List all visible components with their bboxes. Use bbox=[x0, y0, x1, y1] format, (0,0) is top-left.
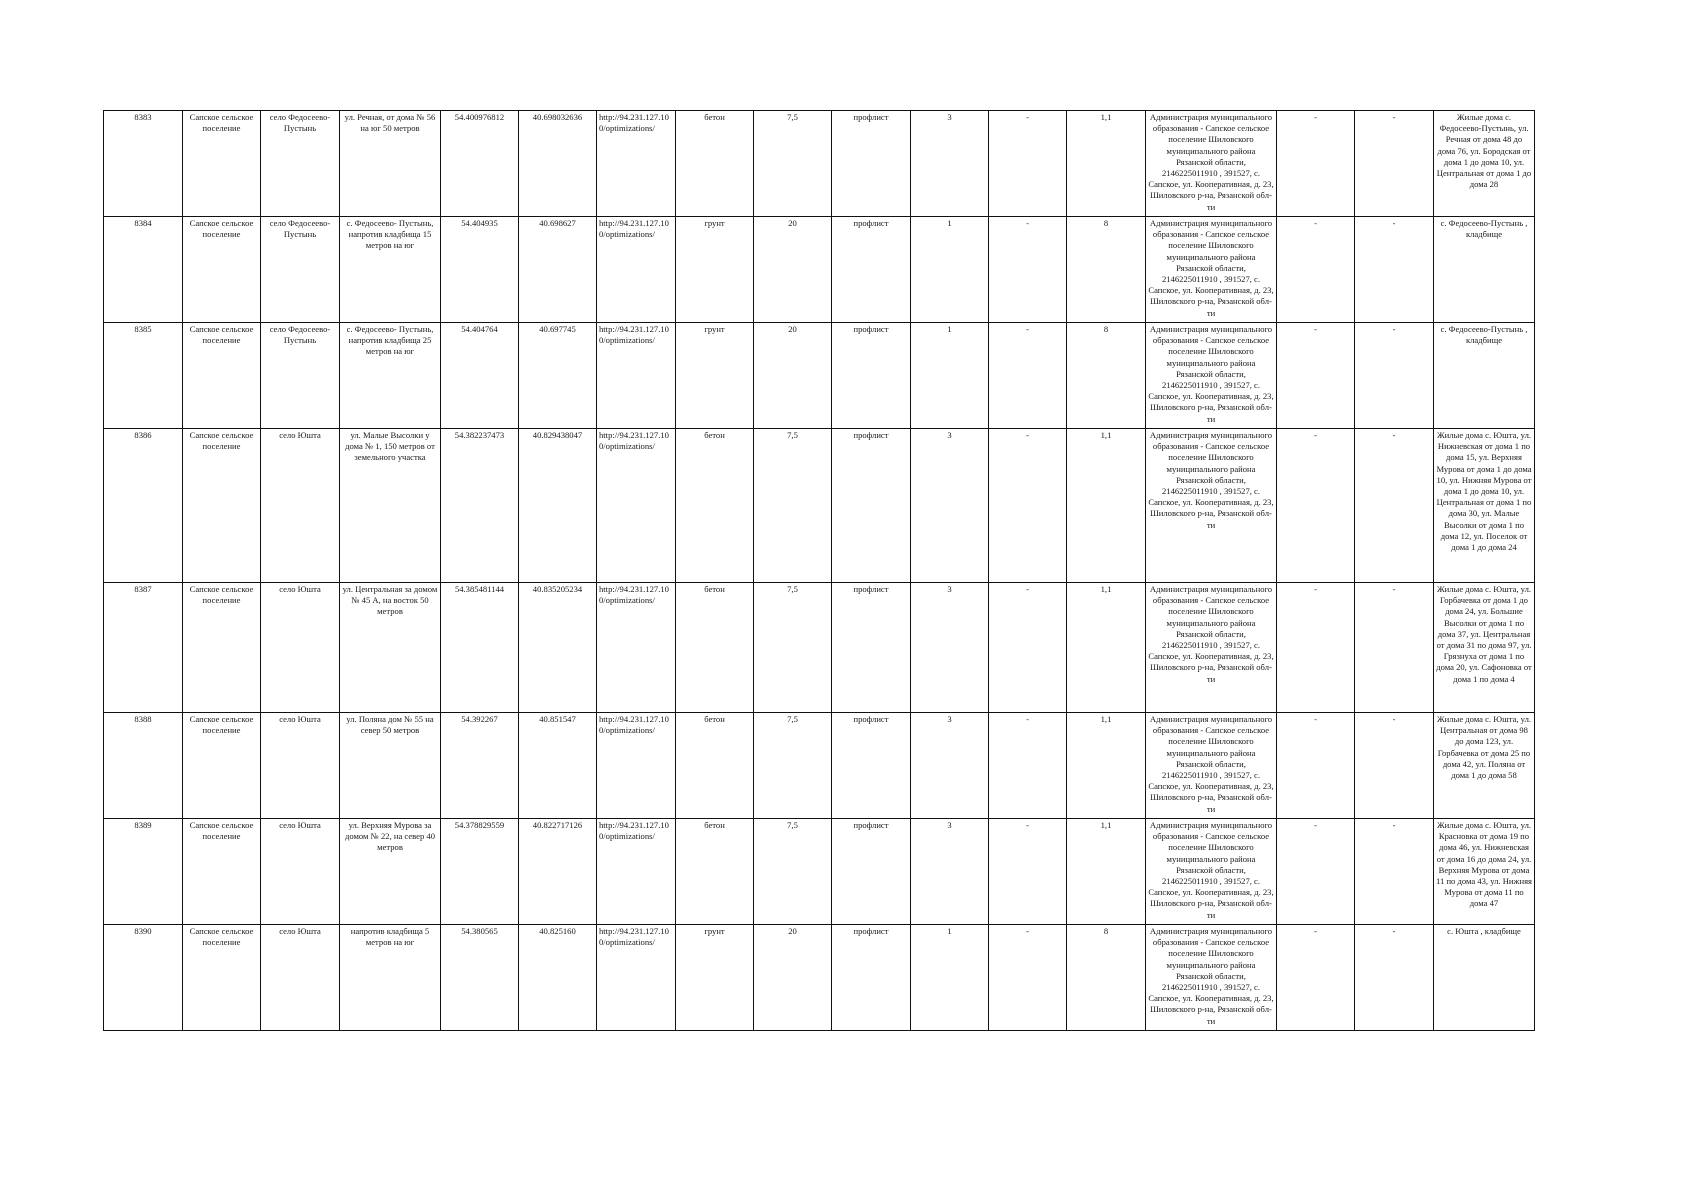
empty-cell-1: - bbox=[1277, 819, 1355, 925]
address-cell: с. Федосеево- Пустынь, напротив кладбища 25 метров на юг bbox=[340, 323, 441, 429]
empty-cell-2: - bbox=[1355, 925, 1434, 1031]
planned-containers-cell: - bbox=[989, 925, 1067, 1031]
latitude-cell: 54.404764 bbox=[441, 323, 519, 429]
locality-cell: село Федосеево-Пустынь bbox=[261, 111, 340, 217]
containers-count-cell: 3 bbox=[911, 111, 989, 217]
row-id: 8383 bbox=[104, 111, 183, 217]
row-id: 8384 bbox=[104, 217, 183, 323]
row-id: 8389 bbox=[104, 819, 183, 925]
planned-containers-cell: - bbox=[989, 323, 1067, 429]
fence-cell: профлист bbox=[832, 925, 911, 1031]
fence-cell: профлист bbox=[832, 217, 911, 323]
url-cell: http://94.231.127.10 0/optimizations/ bbox=[597, 111, 676, 217]
empty-cell-1: - bbox=[1277, 323, 1355, 429]
address-cell: напротив кладбища 5 метров на юг bbox=[340, 925, 441, 1031]
waste-sources-cell: с. Федосеево-Пустынь , кладбище bbox=[1434, 323, 1535, 429]
volume-cell: 1,1 bbox=[1067, 111, 1146, 217]
locality-cell: село Юшта bbox=[261, 429, 340, 583]
longitude-cell: 40.851547 bbox=[519, 713, 597, 819]
waste-sources-cell: Жилые дома с. Юшта, ул. Горбачевка от дома 1 до дома 24, ул. Большие Высолки от дома 1 по дома 37, ул. Центральная от дома 31 по дома 97, ул. Грязнуха от дома 1 по дома 20, ул. Сафоновка от дома 1 по дома 4 bbox=[1434, 583, 1535, 713]
latitude-cell: 54.392267 bbox=[441, 713, 519, 819]
empty-cell-2: - bbox=[1355, 429, 1434, 583]
latitude-cell: 54.385481144 bbox=[441, 583, 519, 713]
surface-cell: грунт bbox=[676, 323, 754, 429]
url-cell: http://94.231.127.10 0/optimizations/ bbox=[597, 925, 676, 1031]
volume-cell: 1,1 bbox=[1067, 713, 1146, 819]
row-id: 8385 bbox=[104, 323, 183, 429]
volume-cell: 8 bbox=[1067, 323, 1146, 429]
owner-cell: Администрация муниципального образования - Сапское сельское поселение Шиловского муниципального района Рязанской области, 2146225011910 , 391527, с. Сапское, ул. Кооперативная, д. 23, Шиловского р-на, Рязанской обл-ти bbox=[1146, 819, 1277, 925]
area-cell: 20 bbox=[754, 925, 832, 1031]
longitude-cell: 40.697745 bbox=[519, 323, 597, 429]
fence-cell: профлист bbox=[832, 111, 911, 217]
address-cell: ул. Поляна дом № 55 на север 50 метров bbox=[340, 713, 441, 819]
empty-cell-1: - bbox=[1277, 217, 1355, 323]
longitude-cell: 40.822717126 bbox=[519, 819, 597, 925]
empty-cell-1: - bbox=[1277, 583, 1355, 713]
address-cell: ул. Центральная за домом № 45 А, на восток 50 метров bbox=[340, 583, 441, 713]
table-row bbox=[104, 819, 1535, 925]
fence-cell: профлист bbox=[832, 713, 911, 819]
row-id: 8388 bbox=[104, 713, 183, 819]
owner-cell: Администрация муниципального образования - Сапское сельское поселение Шиловского муниципального района Рязанской области, 2146225011910 , 391527, с. Сапское, ул. Кооперативная, д. 23, Шиловского р-на, Рязанской обл-ти bbox=[1146, 713, 1277, 819]
settlement-cell: Сапское сельское поселение bbox=[183, 217, 261, 323]
waste-sources-cell: с. Юшта , кладбище bbox=[1434, 925, 1535, 1031]
latitude-cell: 54.380565 bbox=[441, 925, 519, 1031]
empty-cell-2: - bbox=[1355, 323, 1434, 429]
address-cell: с. Федосеево- Пустынь, напротив кладбища 15 метров на юг bbox=[340, 217, 441, 323]
planned-containers-cell: - bbox=[989, 713, 1067, 819]
table-row bbox=[104, 323, 1535, 429]
settlement-cell: Сапское сельское поселение bbox=[183, 925, 261, 1031]
registry-table bbox=[103, 110, 1535, 1031]
volume-cell: 1,1 bbox=[1067, 429, 1146, 583]
surface-cell: бетон bbox=[676, 819, 754, 925]
containers-count-cell: 1 bbox=[911, 217, 989, 323]
waste-sources-cell: Жилые дома с. Юшта, ул. Центральная от дома 98 до дома 123, ул. Горбачевка от дома 25 по дома 42, ул. Поляна от дома 1 до дома 58 bbox=[1434, 713, 1535, 819]
surface-cell: бетон bbox=[676, 111, 754, 217]
waste-sources-cell: Жилые дома с. Юшта, ул. Красновка от дома 19 по дома 46, ул. Нижневская от дома 16 до дома 24, ул. Верхняя Мурова от дома 11 по дома 43, ул. Нижняя Мурова от дома 11 по дома 47 bbox=[1434, 819, 1535, 925]
area-cell: 7,5 bbox=[754, 819, 832, 925]
volume-cell: 1,1 bbox=[1067, 583, 1146, 713]
area-cell: 7,5 bbox=[754, 713, 832, 819]
empty-cell-2: - bbox=[1355, 583, 1434, 713]
volume-cell: 8 bbox=[1067, 925, 1146, 1031]
empty-cell-1: - bbox=[1277, 111, 1355, 217]
surface-cell: бетон bbox=[676, 583, 754, 713]
surface-cell: грунт bbox=[676, 925, 754, 1031]
latitude-cell: 54.382237473 bbox=[441, 429, 519, 583]
row-id: 8390 bbox=[104, 925, 183, 1031]
registry-body bbox=[104, 111, 1535, 1031]
containers-count-cell: 3 bbox=[911, 819, 989, 925]
url-cell: http://94.231.127.10 0/optimizations/ bbox=[597, 583, 676, 713]
containers-count-cell: 3 bbox=[911, 713, 989, 819]
fence-cell: профлист bbox=[832, 429, 911, 583]
url-cell: http://94.231.127.10 0/optimizations/ bbox=[597, 429, 676, 583]
empty-cell-2: - bbox=[1355, 111, 1434, 217]
containers-count-cell: 1 bbox=[911, 925, 989, 1031]
url-cell: http://94.231.127.10 0/optimizations/ bbox=[597, 819, 676, 925]
empty-cell-1: - bbox=[1277, 713, 1355, 819]
volume-cell: 1,1 bbox=[1067, 819, 1146, 925]
address-cell: ул. Малые Высолки у дома № 1, 150 метров от земельного участка bbox=[340, 429, 441, 583]
waste-sources-cell: с. Федосеево-Пустынь , кладбище bbox=[1434, 217, 1535, 323]
longitude-cell: 40.825160 bbox=[519, 925, 597, 1031]
settlement-cell: Сапское сельское поселение bbox=[183, 819, 261, 925]
latitude-cell: 54.400976812 bbox=[441, 111, 519, 217]
containers-count-cell: 3 bbox=[911, 583, 989, 713]
empty-cell-1: - bbox=[1277, 925, 1355, 1031]
longitude-cell: 40.698627 bbox=[519, 217, 597, 323]
latitude-cell: 54.404935 bbox=[441, 217, 519, 323]
planned-containers-cell: - bbox=[989, 217, 1067, 323]
owner-cell: Администрация муниципального образования - Сапское сельское поселение Шиловского муниципального района Рязанской области, 2146225011910 , 391527, с. Сапское, ул. Кооперативная, д. 23, Шиловского р-на, Рязанской обл-ти bbox=[1146, 925, 1277, 1031]
empty-cell-2: - bbox=[1355, 217, 1434, 323]
area-cell: 7,5 bbox=[754, 583, 832, 713]
area-cell: 20 bbox=[754, 323, 832, 429]
fence-cell: профлист bbox=[832, 819, 911, 925]
row-id: 8387 bbox=[104, 583, 183, 713]
owner-cell: Администрация муниципального образования - Сапское сельское поселение Шиловского муниципального района Рязанской области, 2146225011910 , 391527, с. Сапское, ул. Кооперативная, д. 23, Шиловского р-на, Рязанской обл-ти bbox=[1146, 429, 1277, 583]
planned-containers-cell: - bbox=[989, 583, 1067, 713]
fence-cell: профлист bbox=[832, 323, 911, 429]
table-row bbox=[104, 111, 1535, 217]
url-cell: http://94.231.127.10 0/optimizations/ bbox=[597, 713, 676, 819]
surface-cell: бетон bbox=[676, 713, 754, 819]
address-cell: ул. Верхняя Мурова за домом № 22, на север 40 метров bbox=[340, 819, 441, 925]
locality-cell: село Юшта bbox=[261, 713, 340, 819]
owner-cell: Администрация муниципального образования - Сапское сельское поселение Шиловского муниципального района Рязанской области, 2146225011910 , 391527, с. Сапское, ул. Кооперативная, д. 23, Шиловского р-на, Рязанской обл-ти bbox=[1146, 217, 1277, 323]
owner-cell: Администрация муниципального образования - Сапское сельское поселение Шиловского муниципального района Рязанской области, 2146225011910 , 391527, с. Сапское, ул. Кооперативная, д. 23, Шиловского р-на, Рязанской обл-ти bbox=[1146, 111, 1277, 217]
planned-containers-cell: - bbox=[989, 819, 1067, 925]
table-row bbox=[104, 583, 1535, 713]
longitude-cell: 40.829438047 bbox=[519, 429, 597, 583]
table-row bbox=[104, 713, 1535, 819]
area-cell: 20 bbox=[754, 217, 832, 323]
longitude-cell: 40.835205234 bbox=[519, 583, 597, 713]
containers-count-cell: 1 bbox=[911, 323, 989, 429]
locality-cell: село Федосеево-Пустынь bbox=[261, 323, 340, 429]
empty-cell-2: - bbox=[1355, 819, 1434, 925]
latitude-cell: 54.378829559 bbox=[441, 819, 519, 925]
area-cell: 7,5 bbox=[754, 111, 832, 217]
waste-sources-cell: Жилые дома с. Юшта, ул. Нижневская от дома 1 по дома 15, ул. Верхняя Мурова от дома 1 до дома 10, ул. Нижняя Мурова от дома 1 до дома 10, ул. Центральная от дома 1 по дома 30, ул. Малые Высолки от дома 1 по дома 12, ул. Поселок от дома 1 до дома 24 bbox=[1434, 429, 1535, 583]
url-cell: http://94.231.127.10 0/optimizations/ bbox=[597, 217, 676, 323]
settlement-cell: Сапское сельское поселение bbox=[183, 429, 261, 583]
locality-cell: село Юшта bbox=[261, 819, 340, 925]
planned-containers-cell: - bbox=[989, 429, 1067, 583]
waste-sources-cell: Жилые дома с. Федосеево-Пустынь, ул. Речная от дома 48 до дома 76, ул. Бородская от дома 1 до дома 10, ул. Центральная от дома 1 до дома 28 bbox=[1434, 111, 1535, 217]
locality-cell: село Федосеево-Пустынь bbox=[261, 217, 340, 323]
planned-containers-cell: - bbox=[989, 111, 1067, 217]
settlement-cell: Сапское сельское поселение bbox=[183, 323, 261, 429]
table-row bbox=[104, 429, 1535, 583]
settlement-cell: Сапское сельское поселение bbox=[183, 713, 261, 819]
address-cell: ул. Речная, от дома № 56 на юг 50 метров bbox=[340, 111, 441, 217]
owner-cell: Администрация муниципального образования - Сапское сельское поселение Шиловского муниципального района Рязанской области, 2146225011910 , 391527, с. Сапское, ул. Кооперативная, д. 23, Шиловского р-на, Рязанской обл-ти bbox=[1146, 323, 1277, 429]
owner-cell: Администрация муниципального образования - Сапское сельское поселение Шиловского муниципального района Рязанской области, 2146225011910 , 391527, с. Сапское, ул. Кооперативная, д. 23, Шиловского р-на, Рязанской обл-ти bbox=[1146, 583, 1277, 713]
surface-cell: бетон bbox=[676, 429, 754, 583]
area-cell: 7,5 bbox=[754, 429, 832, 583]
locality-cell: село Юшта bbox=[261, 583, 340, 713]
surface-cell: грунт bbox=[676, 217, 754, 323]
settlement-cell: Сапское сельское поселение bbox=[183, 111, 261, 217]
longitude-cell: 40.698032636 bbox=[519, 111, 597, 217]
empty-cell-2: - bbox=[1355, 713, 1434, 819]
volume-cell: 8 bbox=[1067, 217, 1146, 323]
table-row bbox=[104, 217, 1535, 323]
containers-count-cell: 3 bbox=[911, 429, 989, 583]
url-cell: http://94.231.127.10 0/optimizations/ bbox=[597, 323, 676, 429]
fence-cell: профлист bbox=[832, 583, 911, 713]
settlement-cell: Сапское сельское поселение bbox=[183, 583, 261, 713]
locality-cell: село Юшта bbox=[261, 925, 340, 1031]
empty-cell-1: - bbox=[1277, 429, 1355, 583]
table-row bbox=[104, 925, 1535, 1031]
row-id: 8386 bbox=[104, 429, 183, 583]
